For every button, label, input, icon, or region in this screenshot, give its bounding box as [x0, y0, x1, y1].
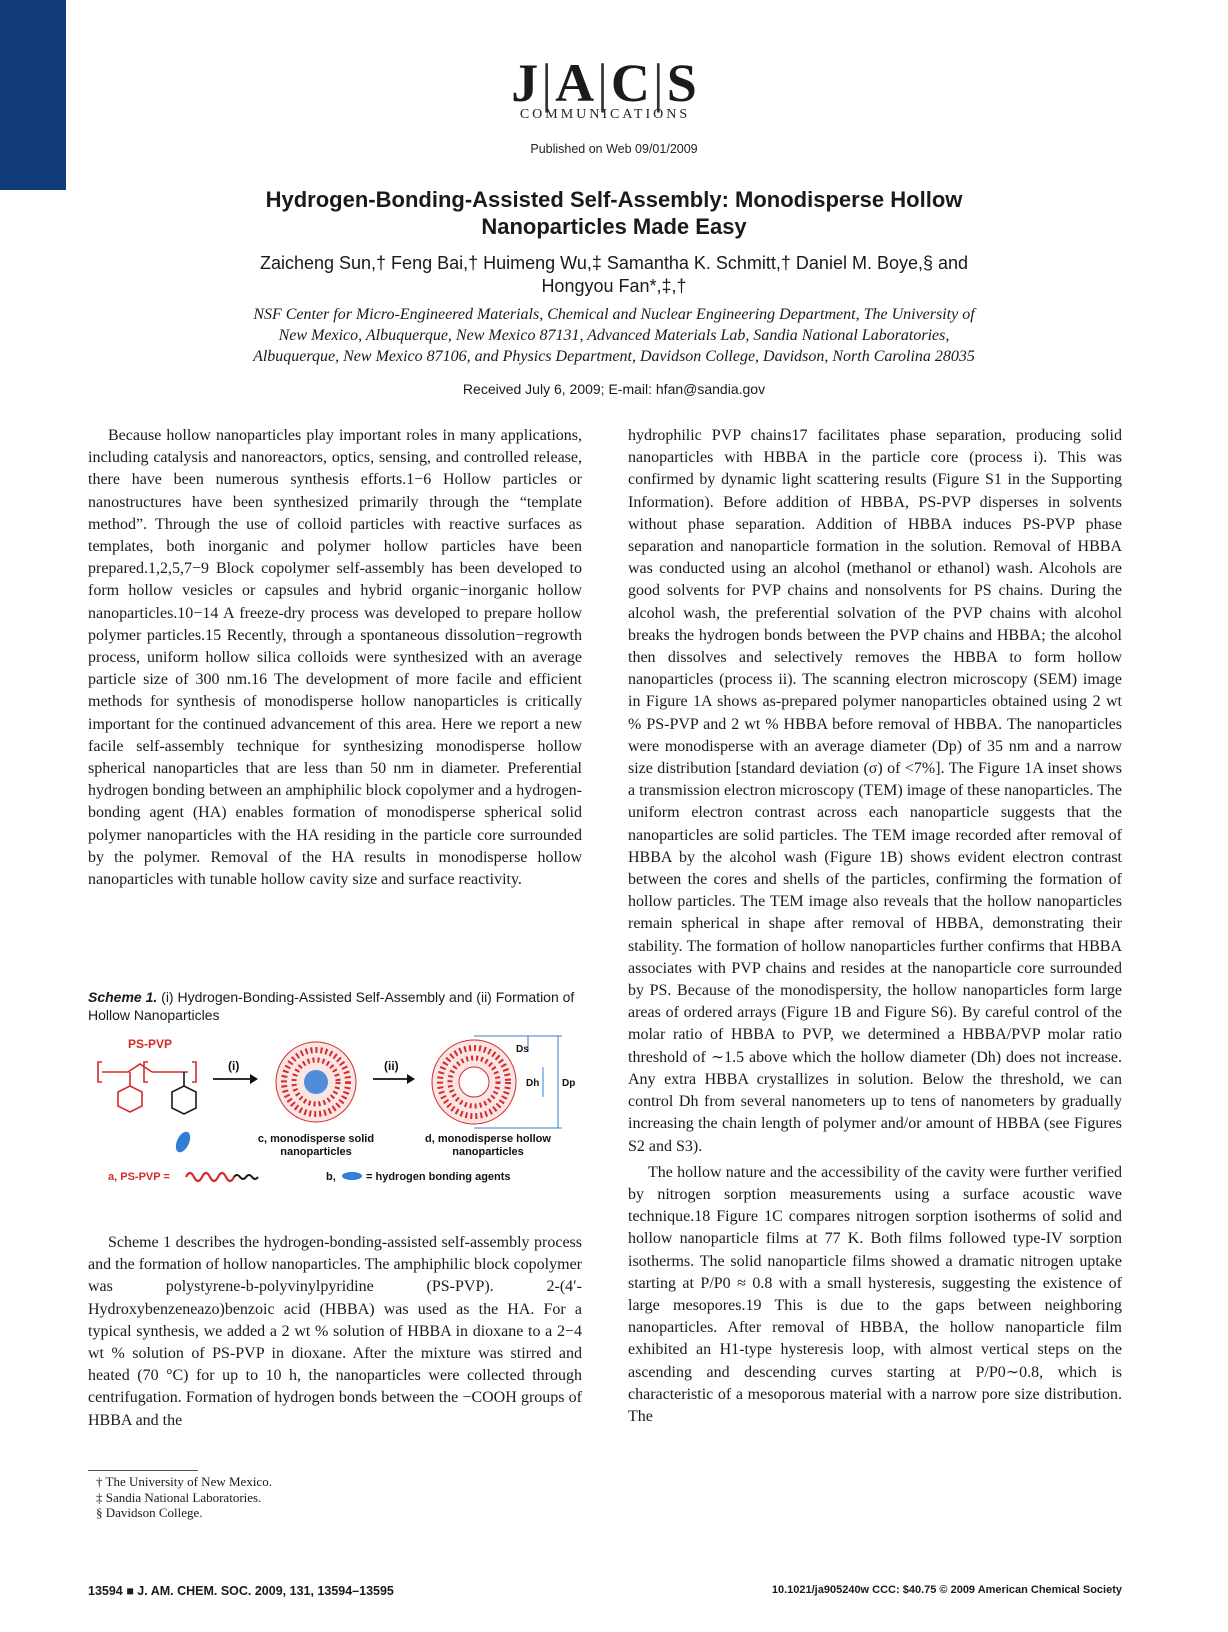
- footnotes: [96, 1474, 272, 1521]
- footnote-rule: [88, 1470, 198, 1471]
- footnote: ‡ Sandia National Laboratories.: [96, 1489, 262, 1505]
- body-paragraph: Because hollow nanoparticles play important roles in many applications, including catalysis and nanoreactors, optics, sensing, and controlled release, there have been numerous synthesis efforts.1−6 Hollow particles or nanostructures have been synthesized primarily through the “template method”. Through the use of colloid particles with reactive surfaces as templates, both inorganic and polymer hollow particles have been prepared.1,2,5,7−9 Block copolymer self-assembly has been developed to form hollow vesicles or capsules and hybrid organic−inorganic hollow nanoparticles.10−14 A freeze-dry process was developed to prepare hollow polymer particles.15 Recently, through a spontaneous dissolution−regrowth process, uniform hollow silica colloids were synthesized with an average particle size of 300 nm.16 The development of more facile and efficient methods for synthesis of monodisperse hollow nanoparticles is critically important for the continued advancement of this area. Here we report a new facile self-assembly technique for synthesizing monodisperse hollow spherical nanoparticles that are less than 50 nm in diameter. Preferential hydrogen bonding between an amphiphilic block copolymer and a hydrogen-bonding agent (HA) enables formation of monodisperse spherical solid polymer nanoparticles with the HA residing in the particle core surrounded by the polymer. Removal of the HA results in monodisperse hollow nanoparticles with tunable hollow cavity size and surface reactivity.: [88, 427, 582, 889]
- dim-dp-label: Dp: [562, 1078, 576, 1089]
- dim-dh-label: Dh: [526, 1078, 540, 1089]
- body-paragraph: The hollow nature and the accessibility of the cavity were further verified by nitrogen sorption measurements using a surface acoustic wave technique.18 Figure 1C compares nitrogen sorption isotherms of solid and hollow nanoparticle films at 77 K. Both films followed type-IV sorption isotherms. The solid nanoparticle films showed a dramatic nitrogen uptake starting at P/P0 ≈ 0.8 with a small hysteresis, suggesting the existence of large mesopores.19 This is due to the gaps between neighboring nanoparticles. After removal of HBBA, the hollow nanoparticle film exhibited an H1-type hysteresis loop, with almost vertical steps on the ascending and descending curves starting at P/P0∼0.8, which is characteristic of a mesoporous material with a narrow pore size distribution. The: [628, 1163, 1122, 1425]
- arrow-head-icon: [250, 1074, 258, 1084]
- body-paragraph: Scheme 1 describes the hydrogen-bonding-assisted self-assembly process and the formation of hollow nanoparticles. The amphiphilic block copolymer was polystyrene-b-polyvinylpyridine (PS-PVP). 2-(4′-Hydroxybenzeneazo)benzoic acid (HBBA) was used as the HA. For a typical synthesis, we added a 2 wt % solution of HBBA in dioxane to a 2−4 wt % solution of PS-PVP in dioxane. After the mixture was stirred and heated (70 °C) for up to 10 h, the nanoparticles were collected through centrifugation. Formation of hydrogen bonds between the −COOH groups of HBBA and the: [88, 1234, 582, 1429]
- received-line: Received July 6, 2009; E-mail: hfan@sandia.gov: [462, 381, 766, 397]
- scheme-caption-text: (i) Hydrogen-Bonding-Assisted Self-Assembly and (ii) Formation of Hollow Nanoparticles: [88, 989, 575, 1023]
- left-column-bottom: [88, 1232, 582, 1432]
- legend-a-label: a, PS-PVP =: [108, 1171, 170, 1183]
- title-line: Hydrogen-Bonding-Assisted Self-Assembly: Monodisperse Hollow: [265, 187, 963, 212]
- page-footer-citation: 13594 ■ J. AM. CHEM. SOC. 2009, 131, 13594–13595: [88, 1584, 394, 1598]
- footnote: § Davidson College.: [96, 1505, 203, 1520]
- label-d-line1: d, monodisperse hollow: [425, 1133, 551, 1145]
- scheme-label: Scheme 1.: [88, 989, 158, 1005]
- arrow-head-icon: [407, 1074, 415, 1084]
- affiliation-line: New Mexico, Albuquerque, New Mexico 87131, Advanced Materials Lab, Sandia National Laboratories,: [278, 327, 950, 344]
- polymer-chain-tail-icon: [234, 1175, 258, 1179]
- affiliation-line: NSF Center for Micro-Engineered Materials, Chemical and Nuclear Engineering Department, The University of: [253, 306, 975, 323]
- affiliations: [150, 304, 1078, 367]
- step-ii-label: (ii): [384, 1059, 399, 1073]
- affiliation-line: Albuquerque, New Mexico 87106, and Physics Department, Davidson College, Davidson, North Carolina 28035: [253, 348, 975, 365]
- polymer-chain-icon: [186, 1173, 234, 1181]
- pvp-ring: [172, 1072, 196, 1114]
- hollow-nanoparticle: [432, 1040, 516, 1124]
- label-d-line2: nanoparticles: [452, 1146, 524, 1158]
- authors-line: Zaicheng Sun,† Feng Bai,† Huimeng Wu,‡ Samantha K. Schmitt,† Daniel M. Boye,§ and: [259, 253, 969, 273]
- logo-letter: A: [555, 53, 597, 113]
- journal-color-bar: [0, 0, 66, 190]
- legend-b-text: = hydrogen bonding agents: [366, 1171, 511, 1183]
- article-title: [150, 186, 1078, 240]
- footnote: † The University of New Mexico.: [96, 1474, 272, 1489]
- right-column: [628, 425, 1122, 1428]
- body-paragraph: hydrophilic PVP chains17 facilitates phase separation, producing solid nanoparticles with HBBA in the particle core (process i). This was confirmed by dynamic light scattering results (Figure S1 in the Supporting Information). Before addition of HBBA, PS-PVP disperses in solvents without phase separation. Addition of HBBA induces PS-PVP phase separation and nanoparticle formation in the solution. Removal of HBBA was conducted using an alcohol (methanol or ethanol) wash. Alcohols are good solvents for PVP chains and nonsolvents for PS chains. During the alcohol wash, the preferential solvation of the PVP chains with alcohol breaks the hydrogen bonds between the PVP chains and HBBA; the alcohol then dissolves and selectively removes the HBBA to form hollow nanoparticles (process ii). The scanning electron microscopy (SEM) image in Figure 1A shows as-prepared polymer nanoparticles obtained using 2 wt % PS-PVP and 2 wt % HBBA before removal of HBBA. The nanoparticles were monodisperse with an average diameter (Dp) of 35 nm and a narrow size distribution [standard deviation (σ) of <7%]. The Figure 1A inset shows a transmission electron microscopy (TEM) image of these nanoparticles. The uniform electron contrast across each nanoparticle suggests that the nanoparticles are solid particles. The TEM image recorded after removal of HBBA by the alcohol wash (Figure 1B) shows evident electron contrast between the cores and shells of the particles, confirming the formation of hollow particles. The TEM image also reveals that the hollow nanoparticles remain spherical in shape after removal of HBBA, demonstrating their stability. The formation of hollow nanoparticles further confirms that HBBA associates with PVP chains and resides at the nanoparticle core surrounded by PS. Because of the monodispersity, the hollow nanoparticles form large areas of ordered arrays (Figure 1B and Figure S6). By careful control of the molar ratio of HBBA to PVP, we determined a HBBA/PVP molar ratio threshold of ∼1.5 above which the hollow diameter (Dh) does not increase. Any extra HBBA crystallizes in solution. Below the threshold, we can control Dh from several nanometers up to tens of nanometers by gradually increasing the chain length of polymer and/or amount of HBBA (see Figures S2 and S3).: [628, 427, 1122, 1155]
- published-date: Published on Web 09/01/2009: [530, 142, 698, 156]
- hydrogen-bonding-agent-icon: [173, 1129, 193, 1154]
- dim-ds-label: Ds: [516, 1044, 529, 1055]
- page-footer-doi: 10.1021/ja905240w CCC: $40.75 © 2009 American Chemical Society: [771, 1584, 1122, 1596]
- left-column-top: [88, 425, 582, 891]
- label-c-line1: c, monodisperse solid: [257, 1133, 375, 1145]
- title-line: Nanoparticles Made Easy: [481, 214, 747, 239]
- scheme-polymer-label: PS-PVP: [128, 1037, 173, 1051]
- authors-line: Hongyou Fan*,‡,†: [541, 276, 687, 296]
- solid-nanoparticle: [276, 1042, 356, 1122]
- jacs-logo: J|A|C|S COMMUNICATIONS: [505, 55, 705, 123]
- hydrogen-bonding-agent-legend-icon: [342, 1172, 362, 1180]
- legend-b-label: b,: [326, 1171, 336, 1183]
- author-list: [150, 252, 1078, 298]
- logo-subtitle: COMMUNICATIONS: [519, 107, 691, 122]
- logo-letter: S: [666, 53, 699, 113]
- label-c-line2: nanoparticles: [280, 1146, 352, 1158]
- logo-letter: J: [511, 53, 541, 113]
- scheme-1-figure: [88, 1034, 582, 1214]
- logo-letter: C: [610, 53, 652, 113]
- scheme-caption: [88, 988, 582, 1024]
- step-i-label: (i): [228, 1059, 240, 1073]
